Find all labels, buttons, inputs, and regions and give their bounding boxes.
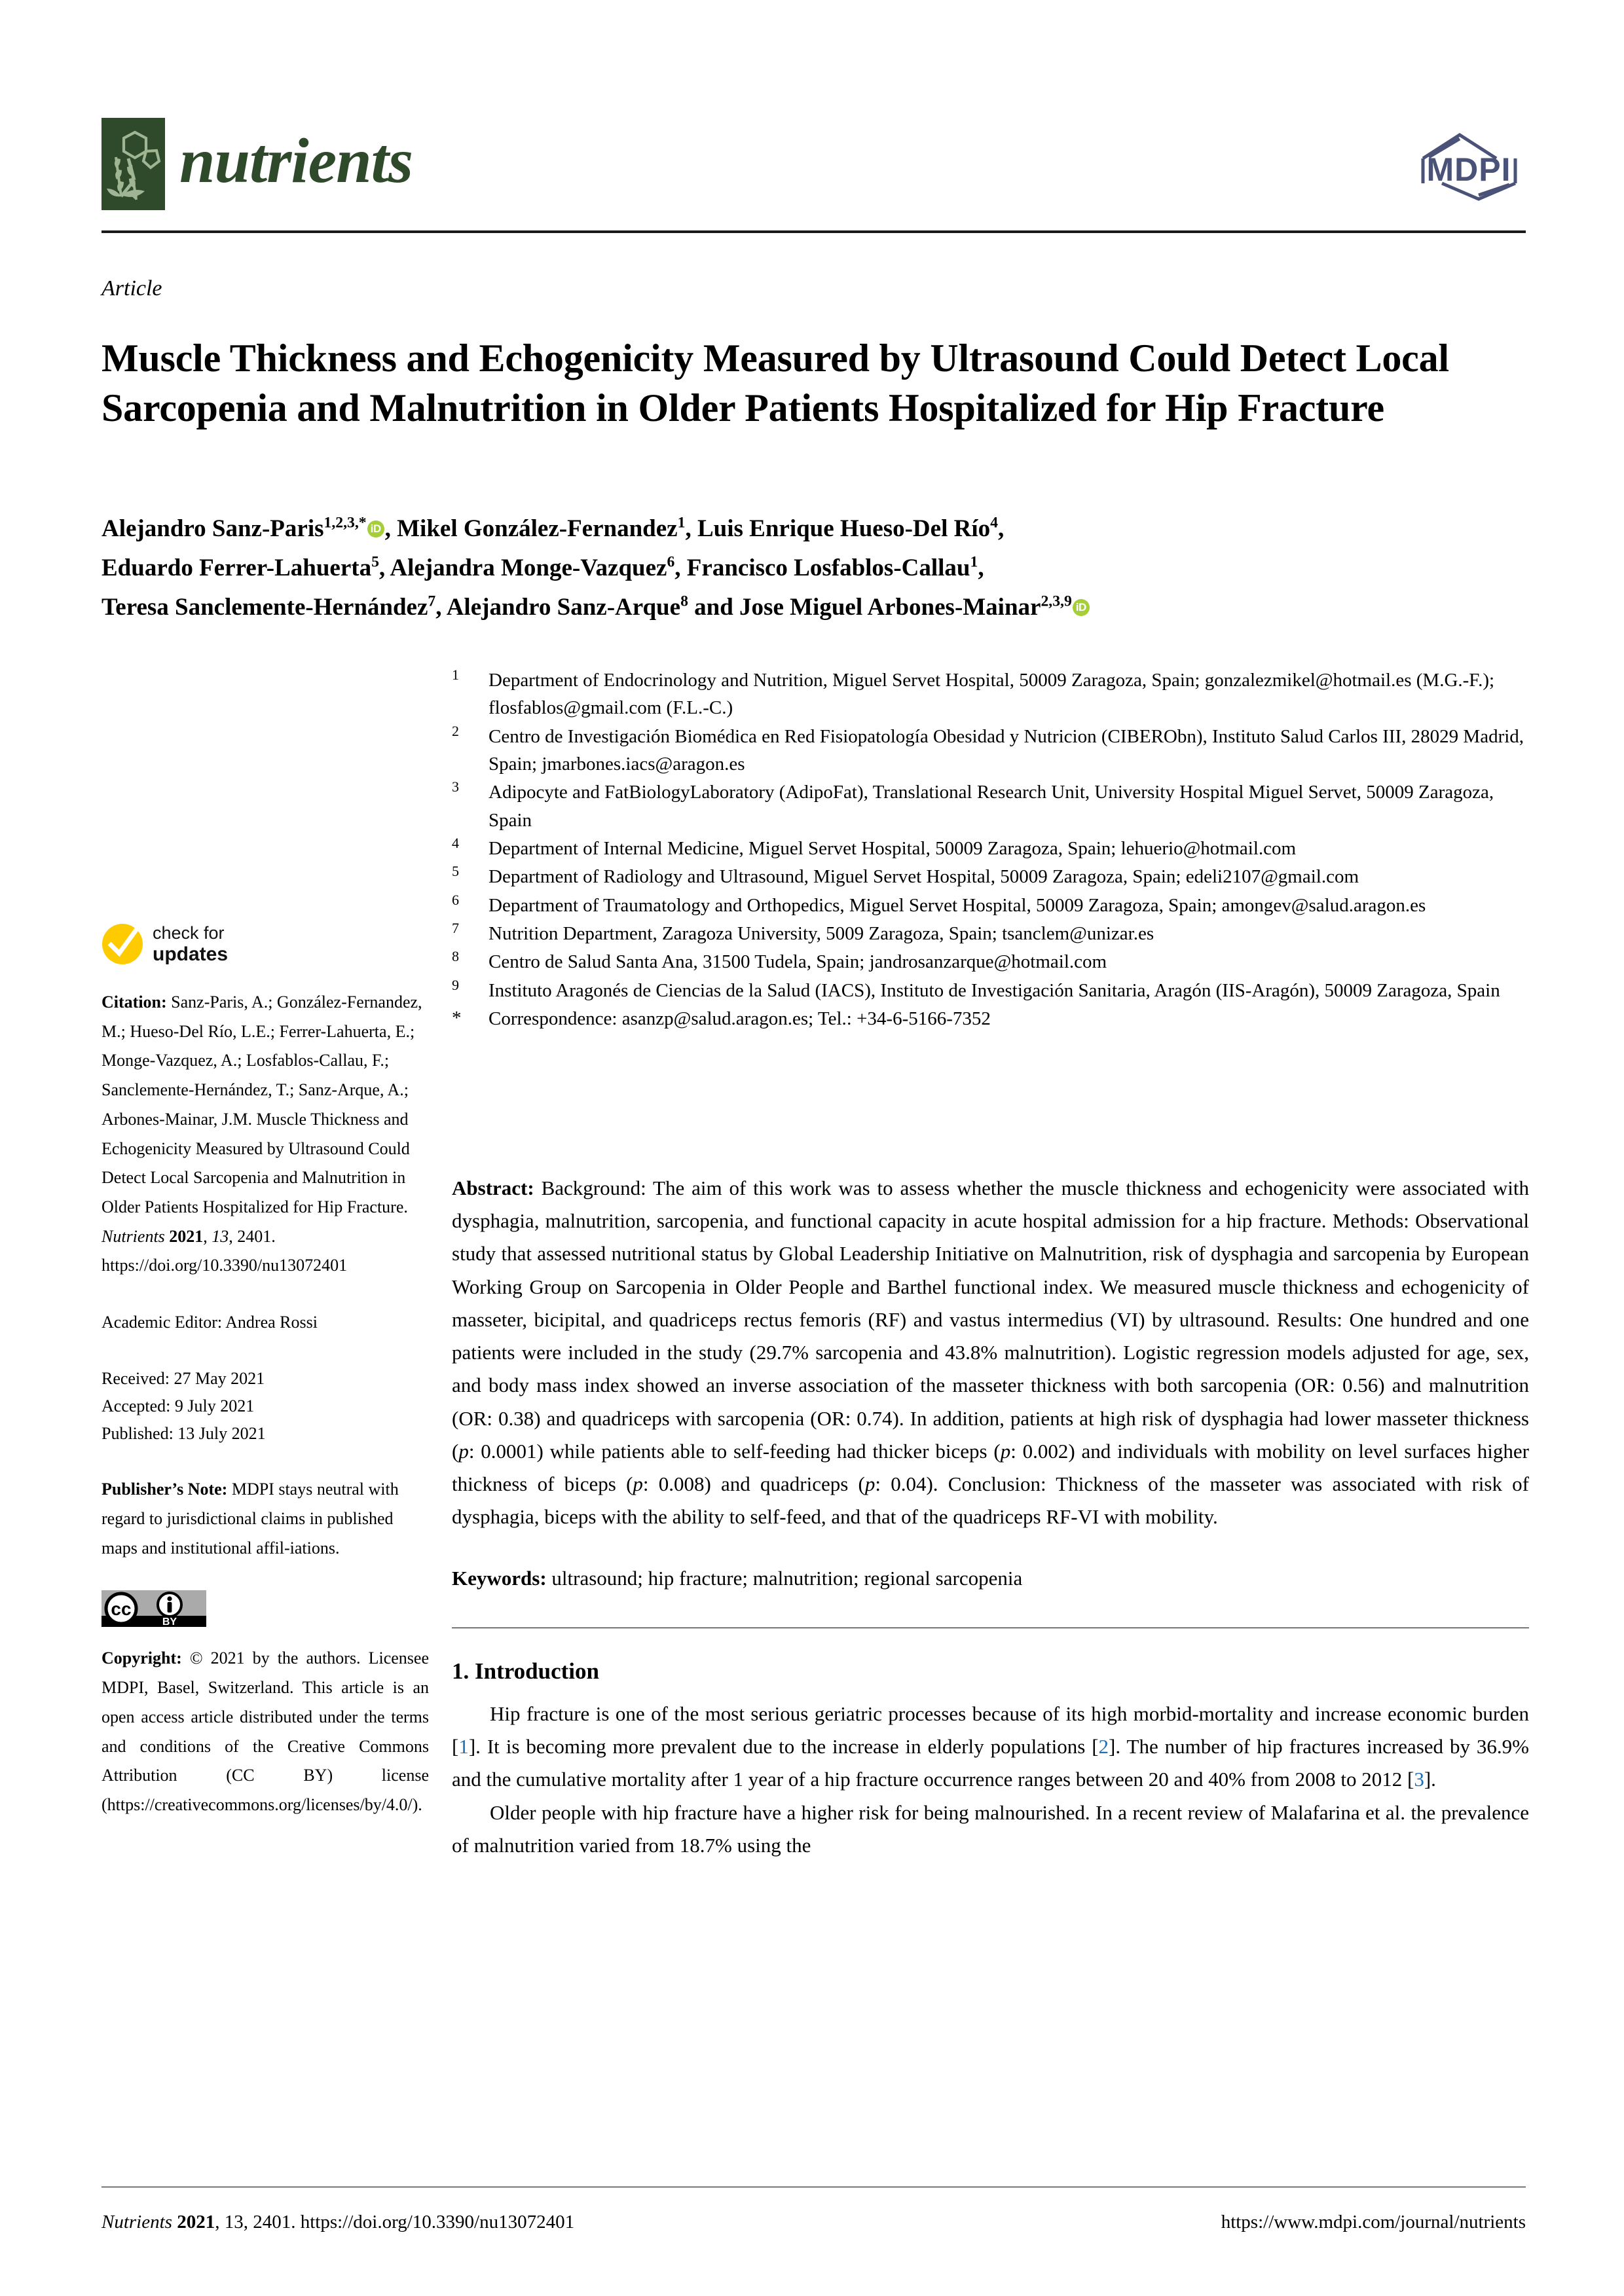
mdpi-logo-icon: [1412, 127, 1526, 207]
affiliation-item: [452, 835, 1526, 862]
author-affiliation-marker: 1: [677, 514, 686, 532]
author-line-2: [101, 549, 1529, 588]
citation-year: 2021: [169, 1226, 204, 1246]
copyright-text: © 2021 by the authors. Licensee MDPI, Basel, Switzerland. This article is an open access article distributed under the terms and conditions of the Creative Commons Attribution (CC BY) license (https://creativecommons.org/licenses/by/4.0/).: [101, 1649, 429, 1814]
author-line-3: [101, 588, 1529, 627]
creative-commons-by-icon[interactable]: [101, 1590, 206, 1627]
abstract-p-italic: p: [1000, 1439, 1011, 1463]
author-affiliation-marker: 4: [990, 514, 998, 532]
author-name: , Mikel González-Fernandez: [384, 515, 678, 542]
page-title: Muscle Thickness and Echogenicity Measured by Ultrasound Could Detect Local Sarcopenia and Malnutrition in Older Patients Hospitalized for Hip Fracture: [101, 337, 1449, 429]
author-name: and Jose Miguel Arbones-Mainar: [688, 593, 1041, 621]
crossmark-check-for-updates[interactable]: [101, 923, 429, 966]
abstract-section: [452, 1172, 1529, 1533]
orcid-icon[interactable]: iD: [367, 520, 384, 538]
introduction-paragraph-2: Older people with hip fracture have a higher risk for being malnourished. In a recent review of Malafarina et al. the prevalence of malnutrition varied from 18.7% using the: [452, 1800, 1529, 1857]
affiliation-text: Department of Endocrinology and Nutrition, Miguel Servet Hospital, 50009 Zaragoza, Spain; gonzalezmikel@hotmail.es (M.G.-F.); flosfablos@gmail.com (F.L.-C.): [489, 670, 1495, 719]
crossmark-label: [153, 923, 228, 966]
author-separator: ,: [978, 554, 984, 581]
abstract-text: : 0.0001) while patients able to self-feeding had thicker biceps (: [468, 1439, 1001, 1463]
author-affiliation-marker: 8: [680, 592, 688, 610]
footer-citation-rest: , 13, 2401. https://doi.org/10.3390/nu13072401: [215, 2212, 575, 2232]
affiliation-text: Centro de Salud Santa Ana, 31500 Tudela, Spain; jandrosanzarque@hotmail.com: [489, 951, 1107, 973]
affiliation-number: 8: [452, 948, 459, 965]
affiliation-item: [452, 977, 1526, 1004]
author-name: , Alejandro Sanz-Arque: [435, 593, 681, 621]
paragraph-text: Hip fracture is one of the most serious geriatric processes because of its high morbid-mortality and increase economic burden [: [452, 1702, 1529, 1758]
date-published: Published: 13 July 2021: [101, 1424, 266, 1444]
metadata-sidebar: [101, 923, 429, 1820]
svg-text:MDPI: MDPI: [1426, 151, 1511, 188]
affiliation-list: [452, 666, 1526, 1033]
author-affiliation-marker: 6: [667, 553, 675, 571]
citation-authors: Sanz-Paris, A.; González-Fernandez, M.; Hueso-Del Río, L.E.; Ferrer-Lahuerta, E.; Monge-Vazquez, A.; Losfablos-Callau, F.; Sanclemente-Hernández, T.; Sanz-Arque, A.; Arbones-Mainar, J.M. Muscle Thickness and Echogenicity Measured by Ultrasound Could Detect Local Sarcopenia and Malnutrition in Older Patients Hospitalized for Hip Fracture.: [101, 992, 422, 1216]
author-list: [101, 509, 1529, 627]
abstract-text: Background: The aim of this work was to assess whether the muscle thickness and echogenicity were associated with dysphagia, malnutrition, sarcopenia, and functional capacity in acute hospital admission for a hip fracture. Methods: Observational study that assessed nutritional status by Global Leadership Initiative on Malnutrition, risk of dysphagia and sarcopenia by European Working Group on Sarcopenia in Older People and Barthel functional index. We measured muscle thickness and echogenicity of masseter, bicipital, and quadriceps rectus femoris (RF) and vastus intermedius (VI) by ultrasound. Results: One hundred and one patients were included in the study (29.7% sarcopenia and 43.8% malnutrition). Logistic regression models adjusted for age, sex, and body mass index showed an inverse association of the masseter thickness with both sarcopenia (OR: 0.56) and malnutrition (OR: 0.38) and quadriceps with sarcopenia (OR: 0.74). In addition, patients at high risk of dysphagia had lower masseter thickness (: [452, 1176, 1529, 1463]
affiliation-number: 7: [452, 919, 459, 936]
affiliation-item: [452, 892, 1526, 919]
author-name: Eduardo Ferrer-Lahuerta: [101, 554, 372, 581]
abstract-text: : 0.04). Conclusion: Thickness of the masseter was associated with risk of dysphagia, biceps with the ability to self-feed, and that of the quadriceps RF-VI with mobility.: [452, 1472, 1529, 1529]
affiliation-text: Department of Traumatology and Orthopedics, Miguel Servet Hospital, 50009 Zaragoza, Spain; amongev@salud.aragon.es: [489, 894, 1426, 916]
crossmark-label-line1: check for: [153, 923, 225, 943]
affiliation-number: 1: [452, 666, 459, 683]
affiliation-number: 4: [452, 834, 459, 851]
affiliation-number: 2: [452, 722, 459, 739]
paragraph-text: ]. The number of hip fractures increased by 36.9% and the cumulative mortality after 1 year of a hip fracture occurrence ranges between 20 and 40% from 2008 to 2012 [: [452, 1735, 1529, 1791]
date-received: Received: 27 May 2021: [101, 1368, 265, 1388]
keywords-text: ultrasound; hip fracture; malnutrition; regional sarcopenia: [546, 1567, 1023, 1590]
affiliation-text: Instituto Aragonés de Ciencias de la Salud (IACS), Instituto de Investigación Sanitaria, Aragón (IIS-Aragón), 50009 Zaragoza, Spain: [489, 979, 1500, 1001]
author-separator: ,: [997, 515, 1005, 542]
citation-label: Citation:: [101, 992, 167, 1011]
citation-pages: , 2401.: [229, 1226, 276, 1246]
affiliation-number: 6: [452, 891, 459, 908]
journal-title: nutrients: [179, 125, 413, 196]
journal-logo: [101, 118, 413, 210]
publication-dates: [101, 1365, 429, 1448]
correspondence-item: [452, 1005, 1526, 1032]
affiliation-number: 9: [452, 976, 459, 993]
author-affiliation-marker: 5: [371, 553, 379, 571]
keywords-section: [452, 1562, 1529, 1595]
author-affiliation-marker: 1,2,3,*: [323, 514, 367, 532]
abstract-p-italic: p: [458, 1439, 469, 1463]
author-line-1: [101, 509, 1529, 549]
footer-citation: [101, 2212, 574, 2233]
affiliation-text: Nutrition Department, Zaragoza University, 5009 Zaragoza, Spain; tsanclem@unizar.es: [489, 922, 1154, 944]
section-heading-introduction: 1. Introduction: [452, 1658, 599, 1684]
introduction-paragraph-1: [452, 1698, 1529, 1796]
author-affiliation-marker: 7: [428, 592, 436, 610]
affiliation-item: [452, 920, 1526, 947]
main-content: [452, 1172, 1529, 1862]
crossmark-label-line2: updates: [153, 943, 229, 965]
page-footer: [101, 2212, 1526, 2233]
affiliation-item: [452, 778, 1526, 834]
affiliation-text: Centro de Investigación Biomédica en Red Fisiopatología Obesidad y Nutricion (CIBERObn), Instituto Salud Carlos III, 28029 Madrid, Spain; jmarbones.iacs@aragon.es: [489, 725, 1524, 774]
masthead: [101, 118, 1526, 232]
abstract-label: Abstract:: [452, 1176, 534, 1199]
publisher-note-text: MDPI stays neutral with regard to jurisdictional claims in published maps and institutional affil-iations.: [101, 1480, 399, 1558]
footer-journal-url[interactable]: https://www.mdpi.com/journal/nutrients: [1221, 2212, 1526, 2232]
author-name: , Francisco Losfablos-Callau: [674, 554, 970, 581]
abstract-text: : 0.002) and individuals with mobility on level surfaces higher thickness of biceps (: [452, 1439, 1529, 1495]
citation-journal: Nutrients: [101, 1226, 165, 1246]
citation-reference-1[interactable]: 1: [458, 1735, 469, 1758]
affiliation-number: 5: [452, 863, 459, 880]
author-affiliation-marker: 1: [970, 553, 978, 571]
citation-volume: 13: [212, 1226, 229, 1246]
citation-reference-3[interactable]: 3: [1414, 1768, 1424, 1791]
affiliation-text: Department of Internal Medicine, Miguel Servet Hospital, 50009 Zaragoza, Spain; lehuerio@hotmail.com: [489, 837, 1297, 859]
copyright-block: [101, 1644, 429, 1819]
affiliation-text: Department of Radiology and Ultrasound, Miguel Servet Hospital, 50009 Zaragoza, Spain; edeli2107@gmail.com: [489, 866, 1359, 888]
svg-text:cc: cc: [111, 1599, 132, 1620]
svg-text:BY: BY: [162, 1616, 177, 1628]
author-name: Teresa Sanclemente-Hernández: [101, 593, 428, 621]
keywords-label: Keywords:: [452, 1567, 547, 1590]
orcid-icon[interactable]: iD: [1073, 599, 1090, 616]
footer-year: 2021: [177, 2212, 215, 2232]
academic-editor: Academic Editor: Andrea Rossi: [101, 1313, 318, 1332]
correspondence-text: Correspondence: asanzp@salud.aragon.es; Tel.: +34-6-5166-7352: [489, 1008, 991, 1029]
affiliation-item: [452, 666, 1526, 722]
copyright-label: Copyright:: [101, 1649, 182, 1668]
abstract-text: : 0.008) and quadriceps (: [642, 1472, 865, 1495]
article-type-label: Article: [101, 276, 162, 301]
crossmark-icon: [101, 923, 143, 965]
correspondence-marker: *: [452, 1007, 462, 1029]
date-accepted: Accepted: 9 July 2021: [101, 1396, 255, 1415]
citation-doi[interactable]: https://doi.org/10.3390/nu13072401: [101, 1256, 348, 1275]
abstract-p-italic: p: [864, 1472, 876, 1495]
affiliation-number: 3: [452, 778, 459, 795]
affiliation-text: Adipocyte and FatBiologyLaboratory (AdipoFat), Translational Research Unit, University Hospital Miguel Servet, 50009 Zaragoza, Spain: [489, 782, 1494, 831]
paragraph-text: ].: [1424, 1768, 1436, 1791]
masthead-divider: [101, 230, 1526, 233]
affiliation-item: [452, 948, 1526, 975]
publisher-note-label: Publisher’s Note:: [101, 1480, 228, 1499]
author-name: , Luis Enrique Hueso-Del Río: [685, 515, 991, 542]
affiliation-item: [452, 863, 1526, 890]
author-affiliation-marker: 2,3,9: [1041, 592, 1072, 610]
footer-journal-name: Nutrients: [101, 2212, 172, 2232]
nutrients-wheat-molecule-logo-icon: [101, 118, 165, 210]
affiliation-item: [452, 723, 1526, 778]
abstract-p-italic: p: [633, 1472, 643, 1495]
author-name: , Alejandra Monge-Vazquez: [378, 554, 667, 581]
paragraph-text: ]. It is becoming more prevalent due to the increase in elderly populations [: [468, 1735, 1099, 1758]
publisher-note: [101, 1475, 429, 1563]
citation-reference-2[interactable]: 2: [1098, 1735, 1109, 1758]
citation-block: Citation: Sanz-Paris, A.; González-Fernandez, M.; Hueso-Del Río, L.E.; Ferrer-Lahuerta, E.; Monge-Vazquez, A.; Losfablos-Callau, F.; Sanclemente-Hernández, T.; Sanz-Arque, A.; Arbones-Mainar, J.M. Muscle Thickness and Echogenicity Measured by Ultrasound Could Detect Local Sarcopenia and Malnutrition in Older Patients Hospitalized for Hip Fracture. Nutrients 2021, 13, 2401. https://doi.org/10.3390/nu13072401: [101, 992, 422, 1275]
author-name: Alejandro Sanz-Paris: [101, 515, 324, 542]
